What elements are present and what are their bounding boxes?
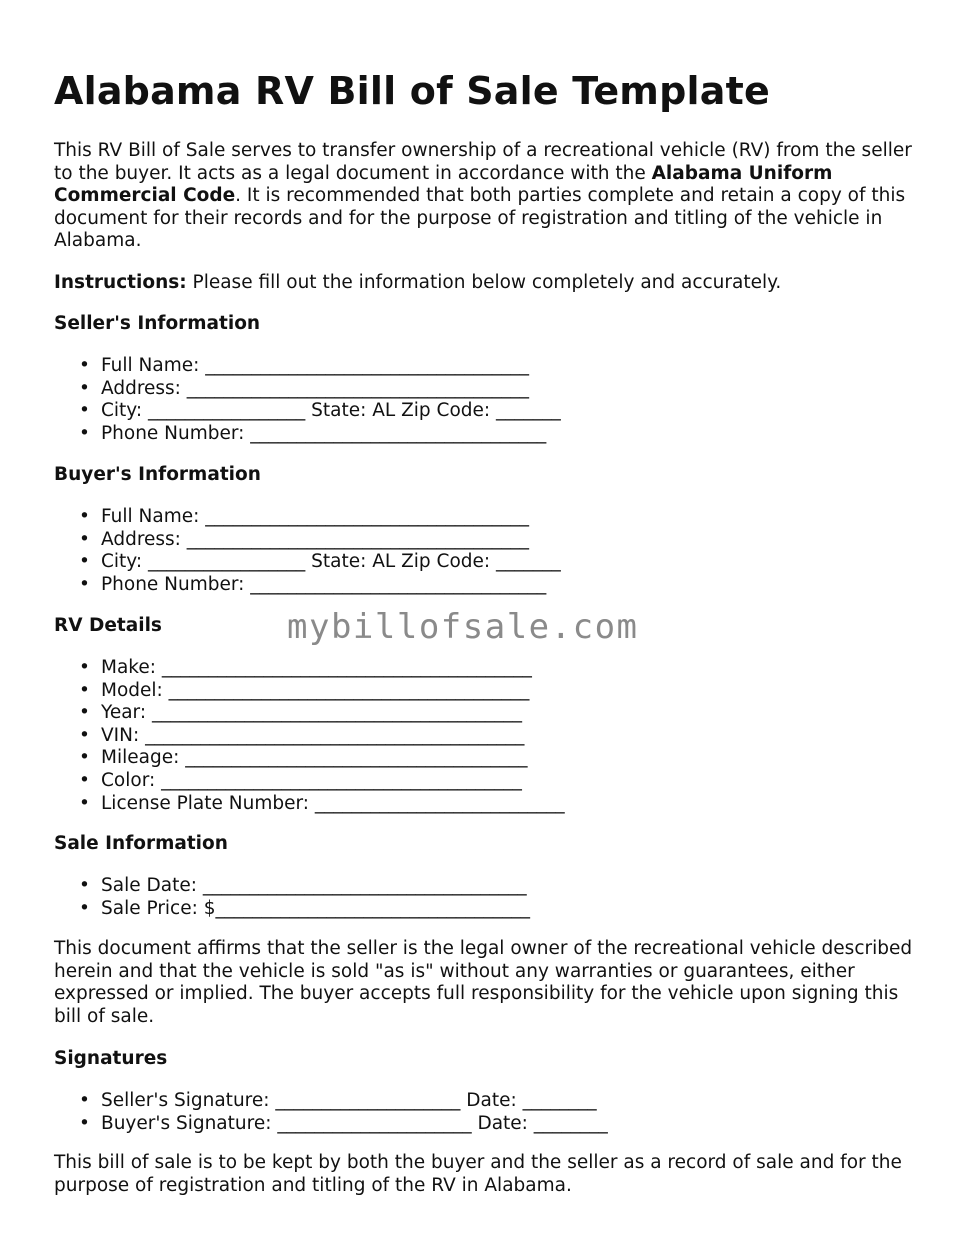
list-item: • Make: ________________________________________	[54, 657, 920, 680]
sale-info-list	[54, 875, 920, 920]
list-item: • License Plate Number: ___________________________	[54, 793, 920, 816]
list-item: • City: _________________ State: AL Zip Code: _______	[54, 400, 920, 423]
intro-text-end: . It is recommended that both parties complete and retain a copy of this document for their records and for the purpose of registration and titling of the vehicle in Alabama.	[54, 185, 906, 252]
list-item: • Address: _____________________________________	[54, 529, 920, 552]
list-item: • VIN: _________________________________________	[54, 725, 920, 748]
list-item: • Color: _______________________________________	[54, 770, 920, 793]
rv-details-list	[54, 657, 920, 815]
list-item: • Full Name: ___________________________________	[54, 506, 920, 529]
buyers-info-list	[54, 506, 920, 596]
list-item: • Full Name: ___________________________________	[54, 355, 920, 378]
sellers-info-heading: Seller's Information	[54, 313, 261, 334]
list-item: • Year: ________________________________________	[54, 702, 920, 725]
sellers-info-list	[54, 355, 920, 445]
list-item: • Model: _______________________________________	[54, 680, 920, 703]
page-title: Alabama RV Bill of Sale Template	[54, 69, 770, 113]
watermark: mybillofsale.com	[287, 607, 639, 647]
list-item: • Mileage: _____________________________________	[54, 747, 920, 770]
closing-paragraph: This bill of sale is to be kept by both the buyer and the seller as a record of sale and for the purpose of registration and titling of the RV in Alabama.	[54, 1152, 902, 1196]
list-item: • Seller's Signature: ____________________ Date: ________	[54, 1090, 920, 1113]
affirmation-paragraph: This document affirms that the seller is the legal owner of the recreational vehicle described herein and that the vehicle is sold "as is" without any warranties or guarantees, either expressed or implied. The buyer accepts full responsibility for the vehicle upon signing this bill of sale.	[54, 938, 913, 1027]
list-item: • Buyer's Signature: _____________________ Date: ________	[54, 1113, 920, 1136]
sale-info-heading: Sale Information	[54, 833, 228, 854]
list-item: • Phone Number: ________________________________	[54, 574, 920, 597]
instructions-text: Please fill out the information below completely and accurately.	[186, 272, 782, 293]
instructions-paragraph	[54, 272, 920, 295]
instructions-label: Instructions:	[54, 272, 187, 293]
buyers-info-heading: Buyer's Information	[54, 464, 261, 485]
rv-details-heading: RV Details	[54, 615, 162, 636]
list-item: • Sale Price: $__________________________________	[54, 898, 920, 921]
signatures-list	[54, 1090, 920, 1135]
list-item: • Phone Number: ________________________________	[54, 423, 920, 446]
intro-bold-text: Alabama Uniform Commercial Code	[54, 162, 833, 207]
intro-paragraph	[54, 140, 920, 253]
list-item: • Address: _____________________________________	[54, 378, 920, 401]
list-item: • City: _________________ State: AL Zip Code: _______	[54, 551, 920, 574]
list-item: • Sale Date: ___________________________________	[54, 875, 920, 898]
intro-text: This RV Bill of Sale serves to transfer ownership of a recreational vehicle (RV) from the seller to the buyer. It acts as a legal document in accordance with the	[54, 140, 912, 184]
signatures-heading: Signatures	[54, 1048, 168, 1069]
